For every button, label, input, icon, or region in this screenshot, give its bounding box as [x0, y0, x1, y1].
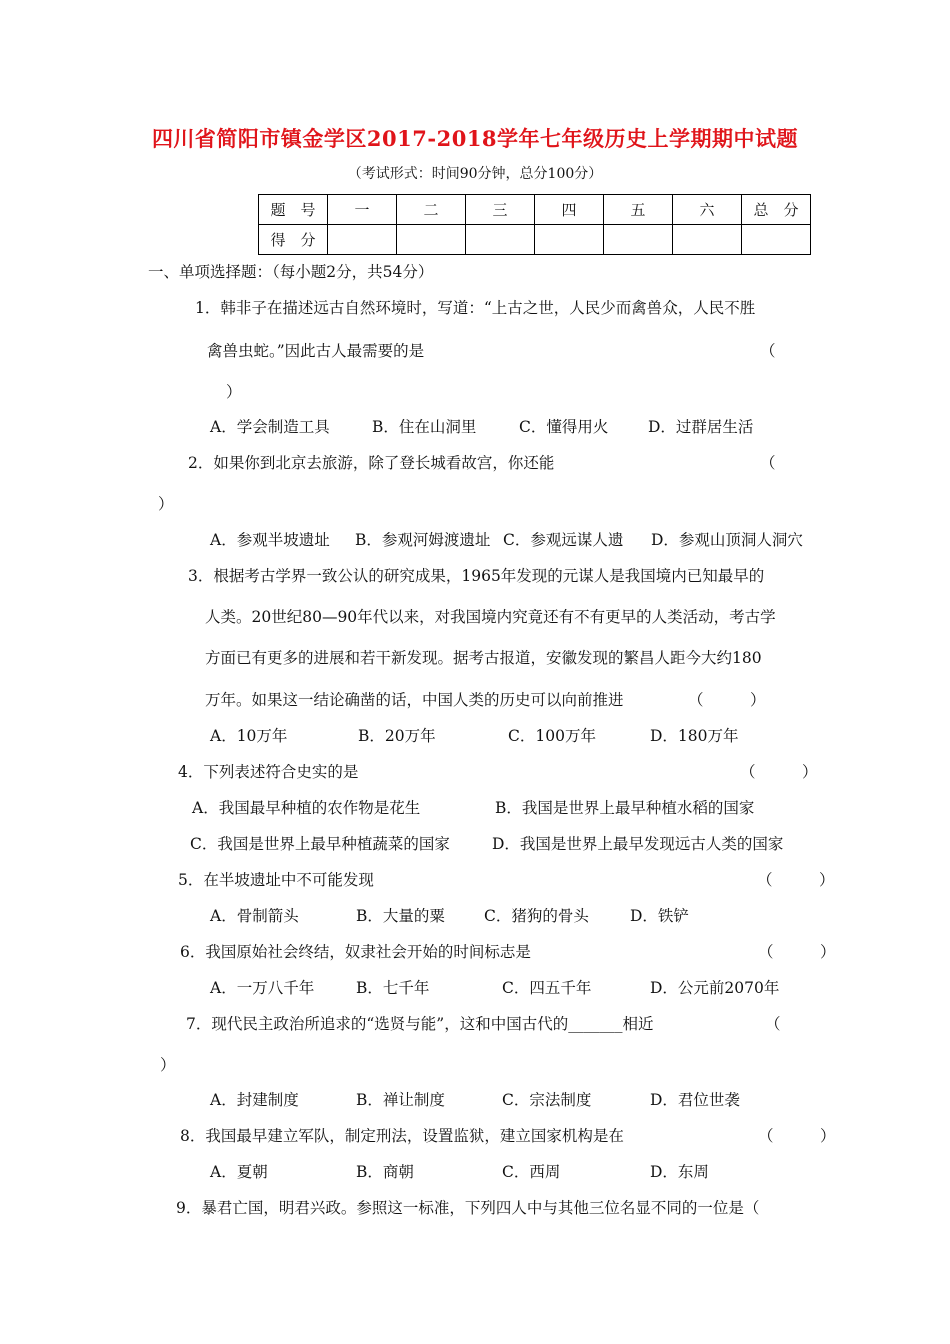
question-1-text-cont: 禽兽虫蛇。”因此古人最需要的是 [207, 342, 425, 360]
option-b: B．商朝 [356, 1163, 414, 1181]
option-d: D．180万年 [650, 727, 739, 745]
option-d: D．君位世袭 [650, 1091, 740, 1109]
question-2-text: 2．如果你到北京去旅游，除了登长城看故宫，你还能 [188, 454, 555, 472]
question-4-text: 4．下列表述符合史实的是 [178, 763, 359, 781]
score-cell[interactable] [328, 225, 397, 255]
answer-paren: （ ） [758, 1127, 836, 1145]
option-a: A．学会制造工具 [210, 418, 330, 436]
option-c: C．四五千年 [502, 979, 592, 997]
option-c: C．懂得用火 [519, 418, 609, 436]
option-d: D．铁铲 [630, 907, 689, 925]
answer-paren-close: ） [160, 1056, 176, 1074]
score-table-score-row [259, 225, 811, 255]
exam-info: （考试形式：时间90分钟，总分100分） [347, 166, 603, 182]
option-d: D．参观山顶洞人洞穴 [651, 531, 803, 549]
score-table [258, 194, 811, 255]
question-5-text: 5．在半坡遗址中不可能发现 [178, 871, 374, 889]
option-a: A．参观半坡遗址 [210, 531, 330, 549]
option-d: D．我国是世界上最早发现远古人类的国家 [492, 835, 784, 853]
answer-paren-close: ） [226, 383, 242, 401]
option-a: A．夏朝 [210, 1163, 268, 1181]
option-b: B．大量的粟 [356, 907, 445, 925]
option-c: C．我国是世界上最早种植蔬菜的国家 [190, 835, 450, 853]
answer-paren-open: （ [760, 454, 776, 472]
answer-paren-open: （ [765, 1015, 781, 1033]
option-a: A．一万八千年 [210, 979, 315, 997]
header-cell: 五 [604, 195, 673, 225]
score-table-header-row [259, 195, 811, 225]
option-b: B．禅让制度 [356, 1091, 445, 1109]
question-7-text: 7．现代民主政治所追求的“选贤与能”，这和中国古代的_______相近 [186, 1015, 654, 1033]
question-1-text: 1．韩非子在描述远古自然环境时，写道：“上古之世，人民少而禽兽众，人民不胜 [195, 299, 756, 317]
score-cell[interactable] [604, 225, 673, 255]
question-3-text-cont: 方面已有更多的进展和若干新发现。据考古报道，安徽发现的繁昌人距今大约180 [205, 649, 762, 667]
header-cell: 题 号 [259, 195, 328, 225]
question-9-text: 9．暴君亡国，明君兴政。参照这一标准，下列四人中与其他三位名显不同的一位是（ [176, 1199, 760, 1217]
header-cell: 三 [466, 195, 535, 225]
option-c: C．猪狗的骨头 [484, 907, 589, 925]
option-b: B．参观河姆渡遗址 [355, 531, 491, 549]
option-c: C．100万年 [508, 727, 596, 745]
answer-paren: （ ） [688, 691, 766, 709]
header-cell: 一 [328, 195, 397, 225]
question-6-text: 6．我国原始社会终结，奴隶社会开始的时间标志是 [180, 943, 531, 961]
header-cell: 总 分 [742, 195, 811, 225]
score-cell[interactable] [742, 225, 811, 255]
section-heading: 一、单项选择题：（每小题2分，共54分） [148, 263, 434, 281]
option-b: B．七千年 [356, 979, 430, 997]
question-3-text-cont: 万年。如果这一结论确凿的话，中国人类的历史可以向前推进 [205, 691, 624, 709]
option-d: D．过群居生活 [648, 418, 754, 436]
option-a: A．10万年 [210, 727, 288, 745]
header-cell: 六 [673, 195, 742, 225]
option-b: B．住在山洞里 [372, 418, 477, 436]
answer-paren-close: ） [158, 495, 174, 513]
score-cell[interactable] [673, 225, 742, 255]
header-cell: 四 [535, 195, 604, 225]
score-cell[interactable] [535, 225, 604, 255]
option-b: B．20万年 [358, 727, 436, 745]
option-c: C．参观远谋人遗 [503, 531, 624, 549]
question-3-text: 3．根据考古学界一致公认的研究成果，1965年发现的元谋人是我国境内已知最早的 [188, 567, 765, 585]
option-c: C．西周 [502, 1163, 561, 1181]
option-a: A．我国最早种植的农作物是花生 [192, 799, 421, 817]
option-a: A．封建制度 [210, 1091, 299, 1109]
question-3-text-cont: 人类。20世纪80—90年代以来，对我国境内究竟还有不有更早的人类活动，考古学 [205, 608, 776, 626]
option-d: D．公元前2070年 [650, 979, 780, 997]
option-a: A．骨制箭头 [210, 907, 299, 925]
answer-paren: （ ） [757, 871, 835, 889]
answer-paren: （ ） [758, 943, 836, 961]
score-cell[interactable] [466, 225, 535, 255]
answer-paren: （ ） [740, 763, 818, 781]
header-cell: 二 [397, 195, 466, 225]
page-title: 四川省简阳市镇金学区2017-2018学年七年级历史上学期期中试题 [151, 126, 799, 151]
row-label-cell: 得 分 [259, 225, 328, 255]
question-8-text: 8．我国最早建立军队，制定刑法，设置监狱，建立国家机构是在 [180, 1127, 624, 1145]
option-c: C．宗法制度 [502, 1091, 592, 1109]
option-b: B．我国是世界上最早种植水稻的国家 [495, 799, 755, 817]
answer-paren-open: （ [760, 342, 776, 360]
option-d: D．东周 [650, 1163, 709, 1181]
score-cell[interactable] [397, 225, 466, 255]
